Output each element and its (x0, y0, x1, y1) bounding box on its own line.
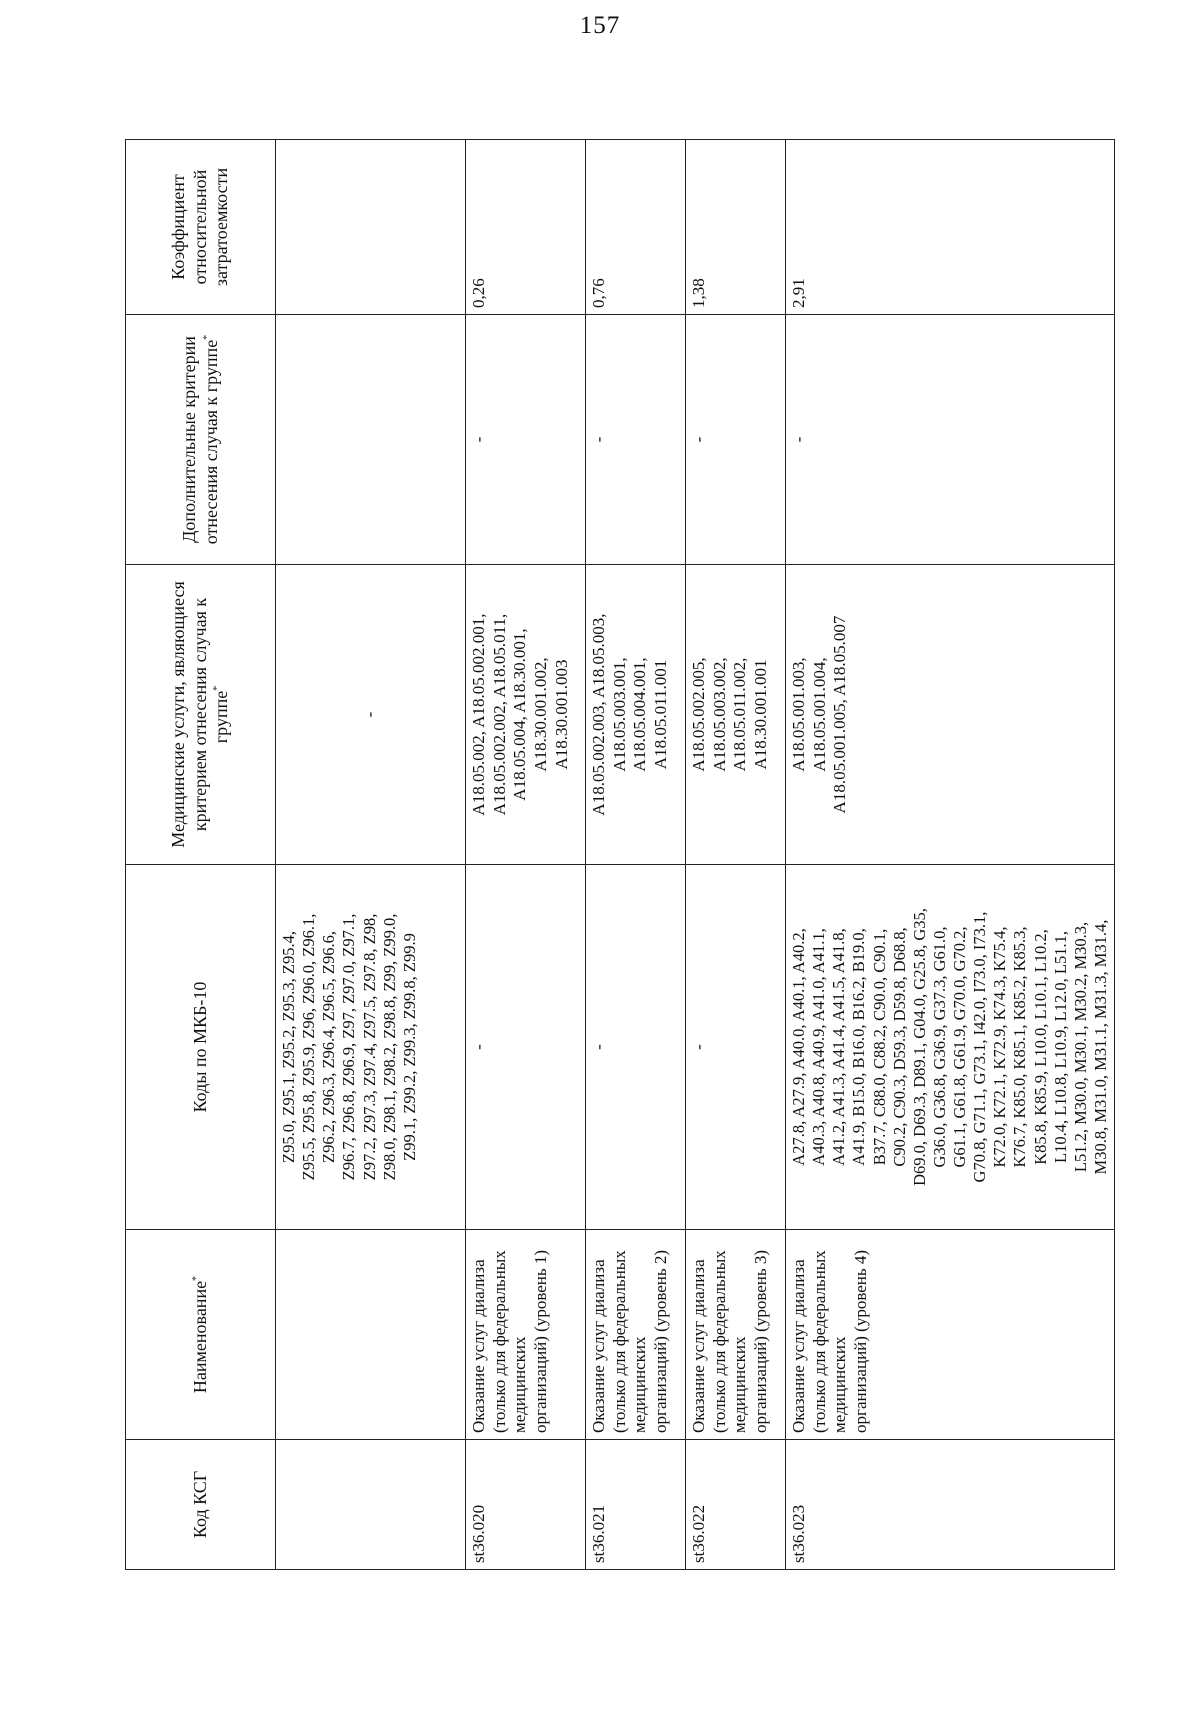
cell-code: st36.020 (466, 1440, 586, 1570)
cell-coef: 2,91 (786, 140, 1115, 315)
cell-mkb: - (586, 865, 686, 1230)
cell-name: Оказание услуг диализа (только для федеральных медицинских организаций) (уровень 4) (786, 1230, 1115, 1440)
cell-code (276, 1440, 466, 1570)
cell-criteria: - (466, 315, 586, 565)
cell-name: Оказание услуг диализа (только для федеральных медицинских организаций) (уровень 3) (686, 1230, 786, 1440)
cell-mkb: A27.8, A27.9, A40.0, A40.1, A40.2, A40.3, A40.8, A40.9, A41.0, A41.1, A41.2, A41.3, A41.4, A41.5, A41.8, A41.9, B15.0, B16.0, B16.2, B19.0, B37.7, C88.0, C88.2, C90.0, C90.1, C90.2, C90.3, D59.3, D59.8, D68.8, D69.0, D69.3, D89.1, G04.0, G25.8, G35, G36.0, G36.8, G36.9, G37.3, G61.0, G61.1, G61.8, G61.9, G70.0, G70.2, G70.8, G71.1, G73.1, I42.0, I73.0, I73.1, K72.0, K72.1, K72.9, K74.3, K75.4, K76.7, K85.0, K85.1, K85.2, K85.3, K85.8, K85.9, L10.0, L10.1, L10.2, L10.4, L10.8, L10.9, L12.0, L51.1, L51.2, M30.0, M30.1, M30.2, M30.3, M30.8, M31.0, M31.1, M31.3, M31.4, (786, 865, 1115, 1230)
header-mkb: Коды по МКБ-10 (126, 865, 276, 1230)
table-row (466, 140, 586, 1570)
ksg-table (125, 139, 1115, 1570)
table-row (586, 140, 686, 1570)
header-code: Код КСГ (126, 1440, 276, 1570)
table-row (786, 140, 1115, 1570)
header-coef: Коэффициент относительной затратоемкости (126, 140, 276, 315)
cell-name: Оказание услуг диализа (только для федеральных медицинских организаций) (уровень 2) (586, 1230, 686, 1440)
cell-coef (276, 140, 466, 315)
page-number: 157 (579, 12, 621, 39)
cell-mkb: Z95.0, Z95.1, Z95.2, Z95.3, Z95.4, Z95.5, Z95.8, Z95.9, Z96, Z96.0, Z96.1, Z96.2, Z96.3, Z96.4, Z96.5, Z96.6, Z96.7, Z96.8, Z96.9, Z97, Z97.0, Z97.1, Z97.2, Z97.3, Z97.4, Z97.5, Z97.8, Z98, Z98.0, Z98.1, Z98.2, Z98.8, Z99, Z99.0, Z99.1, Z99.2, Z99.3, Z99.8, Z99.9 (276, 865, 466, 1230)
cell-services: A18.05.002, A18.05.002.001, A18.05.002.002, A18.05.011, A18.05.004, A18.30.001, A18.30.001.002, A18.30.001.003 (466, 565, 586, 865)
cell-coef: 0,26 (466, 140, 586, 315)
cell-mkb: - (466, 865, 586, 1230)
cell-services: - (276, 565, 466, 865)
rotated-table-container (125, 140, 1110, 1570)
cell-criteria: - (586, 315, 686, 565)
cell-criteria: - (786, 315, 1115, 565)
cell-services: A18.05.001.003, A18.05.001.004, A18.05.001.005, A18.05.007 (786, 565, 1115, 865)
cell-code: st36.021 (586, 1440, 686, 1570)
table-row-continuation (276, 140, 466, 1570)
cell-services: A18.05.002.003, A18.05.003, A18.05.003.001, A18.05.004.001, A18.05.011.001 (586, 565, 686, 865)
cell-name (276, 1230, 466, 1440)
cell-coef: 1,38 (686, 140, 786, 315)
table-row (686, 140, 786, 1570)
cell-criteria: - (686, 315, 786, 565)
cell-code: st36.022 (686, 1440, 786, 1570)
cell-criteria (276, 315, 466, 565)
cell-mkb: - (686, 865, 786, 1230)
header-criteria: Дополнительные критерии отнесения случая к группе* (126, 315, 276, 565)
cell-name: Оказание услуг диализа (только для федеральных медицинских организаций) (уровень 1) (466, 1230, 586, 1440)
cell-services: A18.05.002.005, A18.05.003.002, A18.05.011.002, A18.30.001.001 (686, 565, 786, 865)
cell-coef: 0,76 (586, 140, 686, 315)
header-name: Наименование* (126, 1230, 276, 1440)
cell-code: st36.023 (786, 1440, 1115, 1570)
header-services: Медицинские услуги, являющиеся критерием отнесения случая к группе* (126, 565, 276, 865)
table-header-row (126, 140, 276, 1570)
